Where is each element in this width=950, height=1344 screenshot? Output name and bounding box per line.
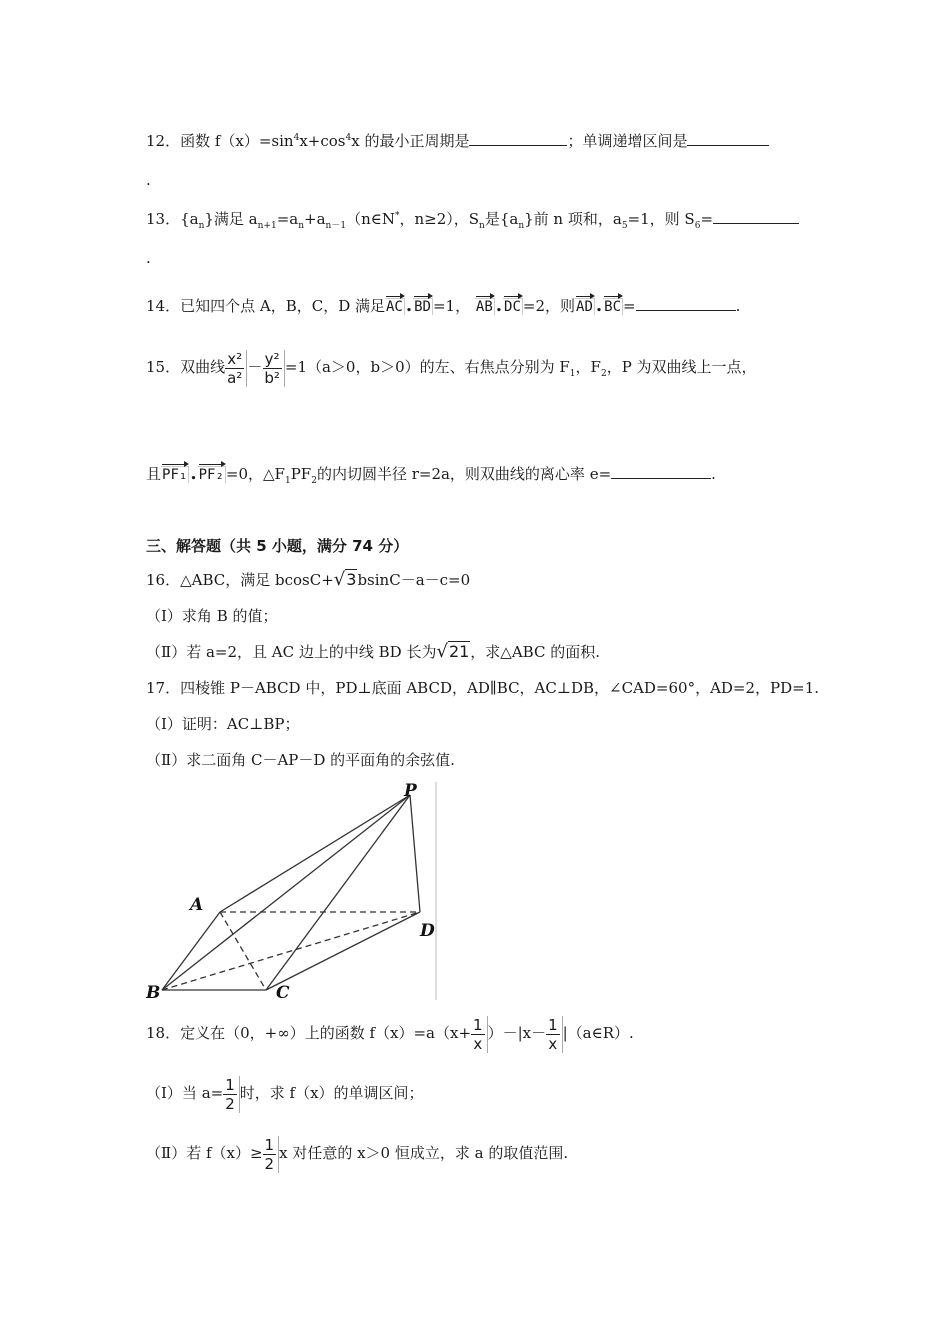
edge-pc <box>266 795 410 990</box>
fraction-1-2-b: $\frac{1}{2}$ <box>263 1136 280 1173</box>
q17-line: 17．四棱锥 P－ABCD 中，PD⊥底面 ABCD，AD∥BC，AC⊥DB，∠CAD=60°，AD=2，PD=1. <box>146 679 820 697</box>
q18-part2: （Ⅱ）若 f（x）≥ $\frac{1}{2}$ x 对任意的 x＞0 恒成立，求 a 的取值范围. <box>146 1135 569 1173</box>
vector-pf1: PF₁ <box>162 467 188 483</box>
q18-part1: （Ⅰ）当 a= $\frac{1}{2}$ 时，求 f（x）的单调区间； <box>146 1075 424 1113</box>
vector-ab: AB <box>475 299 493 315</box>
label-a: A <box>190 895 204 915</box>
q12-trailing-dot: . <box>146 171 151 189</box>
q14-line: 14．已知四个点 A，B，C，D 满足AC . BD =1， AB . DC =2，则AD . BC = . <box>146 295 741 316</box>
q15-blank[interactable] <box>611 462 711 479</box>
q13-blank[interactable] <box>713 207 799 224</box>
q12-blank-period[interactable] <box>469 129 567 146</box>
fraction-1-x-a: $\frac{1}{x}$ <box>471 1016 488 1053</box>
fraction-1-2-a: $\frac{1}{2}$ <box>223 1076 240 1113</box>
q13-line: 13．$\{a_n\}$满足 $a_{n+1}=a_n+a_{n-1}(n\in N^*$，n≥2），$S_n$是$\{a_n\}$前 n 项和，$a_5=1$，则 $S_6=$ <box>146 206 799 236</box>
edge-pd <box>410 795 420 912</box>
vector-dc: DC <box>504 299 521 315</box>
q16-part2: （Ⅱ）若 a=2，且 AC 边上的中线 BD 长为√21，求△ABC 的面积. <box>146 641 600 662</box>
q17-part1: （Ⅰ）证明：AC⊥BP； <box>146 715 300 733</box>
edge-pb <box>162 795 410 990</box>
fraction-x2-a2: $\frac{\text{x²}}{\text{a²}}$ <box>225 350 247 387</box>
fraction-y2-b2: $\frac{\text{y²}}{\text{b²}}$ <box>262 350 285 387</box>
edge-pa <box>220 795 410 912</box>
sqrt-3: √3 <box>333 569 357 590</box>
vector-ad: AD <box>576 299 593 315</box>
q13-trailing-dot: . <box>146 249 151 267</box>
q12-blank-interval[interactable] <box>687 129 769 146</box>
label-p: P <box>404 781 417 801</box>
fraction-1-x-b: $\frac{1}{x}$ <box>546 1016 563 1053</box>
q14-blank[interactable] <box>636 294 736 311</box>
q18-line: 18．定义在（0，+∞）上的函数 f（x）=a（x+ $\frac{1}{x}$ ）－|x－ $\frac{1}{x}$ |（a∈R）. <box>146 1015 634 1053</box>
q12-line: 12．函数 $f(x)=\sin^4x+\cos^4x$ 的最小正周期是 ；单调递增区间是 <box>146 128 769 151</box>
label-b: B <box>146 983 161 1002</box>
q16-part1: （Ⅰ）求角 B 的值； <box>146 607 278 625</box>
sqrt-21: √21 <box>436 641 470 662</box>
diag-ac <box>220 912 266 990</box>
pyramid-figure <box>146 780 446 1002</box>
q15-line1: 15．双曲线 $\frac{\text{x²}}{\text{a²}}$ － $\frac{\text{y²}}{\text{b²}}$ =1（a＞0，b＞0）的左、右焦点分别为 $F_1$，$F_2$，P 为双曲线上一点， <box>146 349 757 387</box>
q17-part2: （Ⅱ）求二面角 C－AP－D 的平面角的余弦值. <box>146 751 455 769</box>
q16-line: 16．△ABC，满足 bcosC+√3bsinC－a－c=0 <box>146 569 471 590</box>
section-heading: 三、解答题（共 5 小题，满分 74 分） <box>146 537 409 555</box>
vector-ac: AC <box>385 299 403 315</box>
label-d: D <box>420 921 435 941</box>
vector-bc: BC <box>604 299 622 315</box>
label-c: C <box>276 983 290 1002</box>
diag-bd <box>162 912 420 990</box>
q15-line2: 且PF₁ . PF₂ =0，$\triangle F_1PF_2$的内切圆半径 r=2a，则双曲线的离心率 e= . <box>146 463 716 486</box>
vector-pf2: PF₂ <box>198 467 224 483</box>
vector-bd: BD <box>414 299 431 315</box>
